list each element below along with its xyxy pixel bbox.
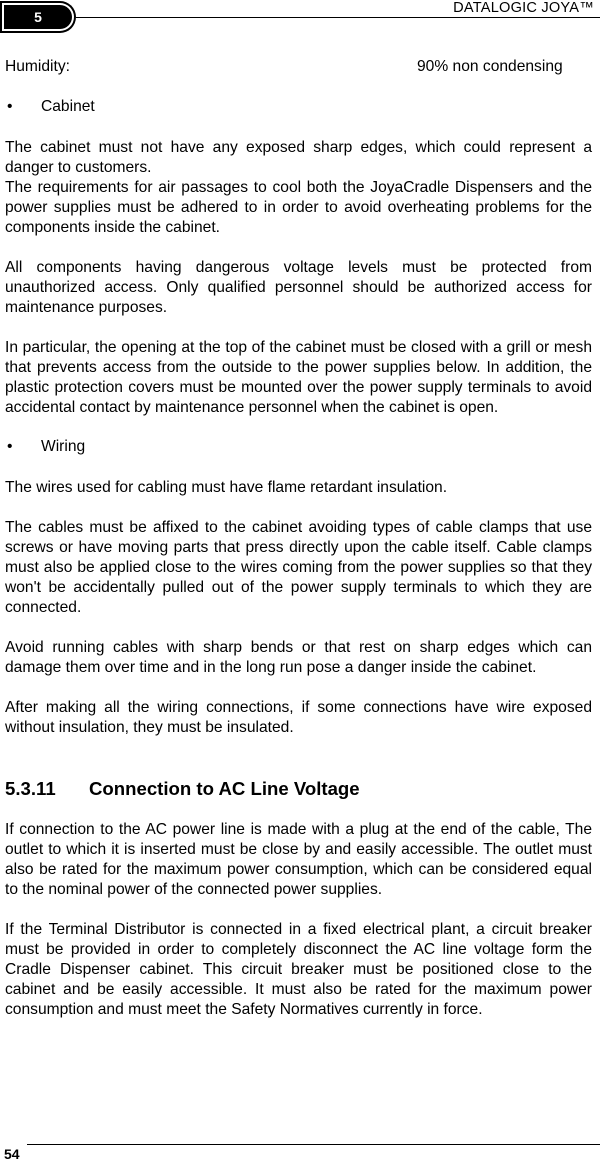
footer-rule (27, 1144, 600, 1145)
bullet-icon: • (7, 438, 13, 455)
paragraph: After making all the wiring connections, if some connections have wire exposed without insulation, they must be insulated. (5, 699, 592, 736)
paragraph: The requirements for air passages to cool both the JoyaCradle Dispensers and the power supplies must be adhered to in order to avoid overheating problems for the components inside the cabinet. (5, 179, 592, 236)
chapter-badge (0, 1, 76, 33)
paragraph: The wires used for cabling must have flame retardant insulation. (5, 479, 448, 496)
paragraph: In particular, the opening at the top of the cabinet must be closed with a grill or mesh that prevents access from the outside to the power supplies below. In addition, the plastic protection covers must be mounted over the power supply terminals to avoid accidental contact by maintenance personnel when the cabinet is open. (5, 339, 592, 416)
bullet-icon: • (7, 98, 13, 115)
paragraph: Avoid running cables with sharp bends or that rest on sharp edges which can damage them over time and in the long run pose a danger inside the cabinet. (5, 639, 592, 676)
paragraph: All components having dangerous voltage levels must be protected from unauthorized access. Only qualified personnel should be authorized access for maintenance purposes. (5, 259, 592, 316)
paragraph: If connection to the AC power line is made with a plug at the end of the cable, The outlet to which it is inserted must be close by and easily accessible. The outlet must also be rated for the maximum power consumption, which can be considered equal to the nominal power of the connected power supplies. (5, 821, 592, 898)
section-number: 5.3.11 (5, 778, 56, 799)
humidity-label: Humidity: (5, 58, 70, 75)
bullet-label: Wiring (41, 438, 86, 455)
section-title: Connection to AC Line Voltage (89, 778, 360, 799)
page-content (5, 58, 592, 1020)
bullet-cabinet (5, 98, 592, 118)
paragraph: The cables must be affixed to the cabinet avoiding types of cable clamps that use screws or have moving parts that press directly upon the cable itself. Cable clamps must also be applied close to the wires coming from the power supplies so that they won't be accidentally pulled out of the power supply terminals to which they are connected. (5, 519, 592, 616)
paragraph: The cabinet must not have any exposed sharp edges, which could represent a danger to customers. (5, 139, 592, 176)
humidity-value: 90% non condensing (417, 58, 563, 75)
paragraph: If the Terminal Distributor is connected in a fixed electrical plant, a circuit breaker must be provided in order to completely disconnect the AC line voltage form the Cradle Dispenser cabinet. This circuit breaker must be positioned close to the cabinet and be easily accessible. It must also be rated for the maximum power consumption and must meet the Safety Normatives currently in force. (5, 921, 592, 1018)
bullet-label: Cabinet (41, 98, 95, 115)
chapter-number: 5 (4, 5, 72, 29)
bullet-wiring (5, 438, 592, 458)
humidity-spec (5, 58, 592, 78)
document-title: DATALOGIC JOYA™ (453, 0, 594, 16)
header-rule (76, 17, 600, 18)
section-heading (5, 778, 592, 800)
page-number: 54 (4, 1146, 20, 1162)
